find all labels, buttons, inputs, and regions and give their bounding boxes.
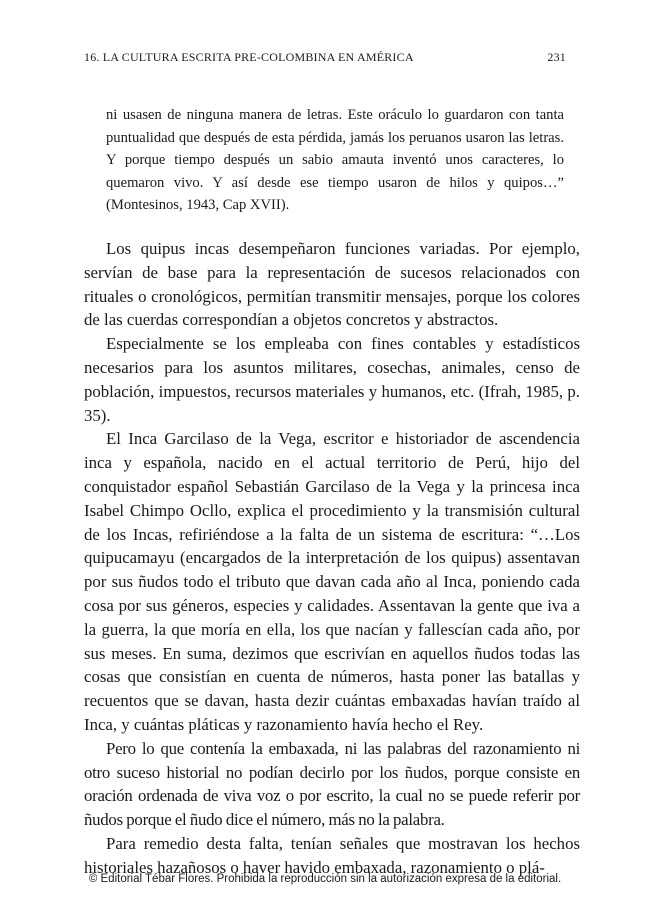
copyright-footer: © Editorial Tébar Flores. Prohibida la reproducción sin la autorización expresa de la editorial. — [88, 873, 562, 885]
paragraph-quipus-functions: Los quipus incas desempeñaron funciones variadas. Por ejemplo, servían de base para la representación de sucesos relacionados con rituales o cronológicos, permitían transmitir mensajes, porque los colores de las cuerdas correspondían a objetos concretos y abstractos. — [84, 239, 580, 330]
quote-text: ni usasen de ninguna manera de letras. Este oráculo lo guardaron con tanta puntualidad que después de esta pérdida, jamás los peruanos usaron las letras. Y porque tiempo después un sabio amauta inventó unos caracteres, lo quemaron vivo. Y así desde ese tiempo usaron de hilos y quipos…” (Montesinos, 1943, Cap XVII). — [106, 107, 564, 214]
block-quote — [106, 104, 564, 217]
chapter-title: 16. LA CULTURA ESCRITA PRE-COLOMBINA EN AMÉRICA — [84, 50, 414, 64]
paragraph-accounting-uses: Especialmente se los empleaba con fines contables y estadísticos necesarios para los asuntos militares, cosechas, animales, censo de población, impuestos, recursos materiales y humanos, etc. (Ifrah, 1985, p. 35). — [84, 334, 580, 425]
running-header — [84, 50, 566, 65]
paragraph-embassy-content: Pero lo que contenía la embaxada, ni las palabras del razonamiento ni otro suceso historial no podían decirlo por los ñudos, porque consiste en oración ordenada de viva voz o por escrito, la cual no se puede referir por ñudos porque el ñudo dice el número, más no la palabra. — [84, 738, 580, 830]
page-number: 231 — [547, 50, 566, 64]
paragraph-signs: Para remedio desta falta, tenían señales que mostravan los hechos historiales hazañosos o haver havido embaxada, razonamiento o plá- — [84, 833, 580, 877]
body-text — [84, 237, 580, 880]
paragraph-garcilaso: El Inca Garcilaso de la Vega, escritor e historiador de ascendencia inca y española, nacido en el actual territorio de Perú, hijo del conquistador español Sebastián Garcilaso de la Vega y la princesa inca Isabel Chimpo Ocllo, explica el procedimiento y la transmisión cultural de los Incas, refiriéndose a la falta de un sistema de escritura: “…Los quipucamayu (encargados de la interpretación de los quipus) assentavan por sus ñudos todo el tributo que davan cada año al Inca, poniendo cada cosa por sus géneros, especies y calidades. Assentavan la gente que iva a la guerra, la que moría en ella, los que nacían y fallescían cada año, por sus meses. En suma, dezimos que escrivían en aquellos ñudos todas las cosas que consistían en cuenta de números, hasta poner las batallas y recuentos que se davan, hasta dezir cuántas embaxadas havían traído al Inca, y cuántas pláticas y razonamiento havía hecho el Rey. — [84, 429, 580, 734]
